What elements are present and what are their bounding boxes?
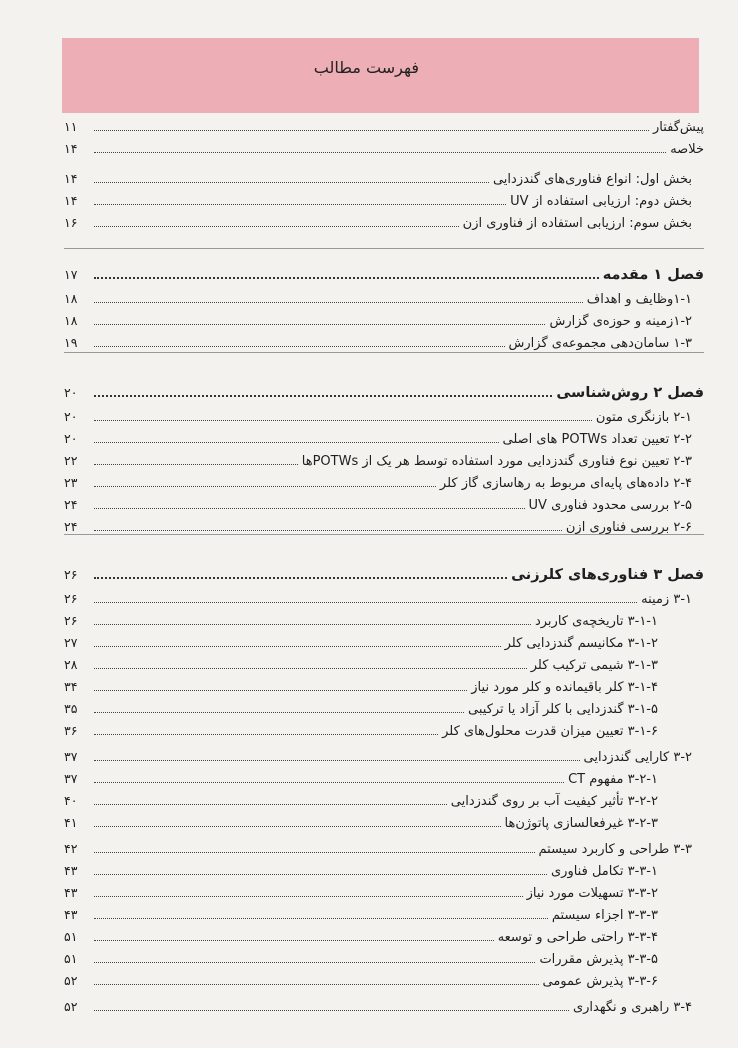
toc-entry-page: ۴۳ [64, 885, 78, 900]
toc-entry-label: ۳-۱ زمینه [641, 592, 692, 607]
toc-entry-label: ۳-۳-۵ پذیرش مقررات [539, 952, 658, 967]
toc-entry-page: ۳۴ [64, 679, 78, 694]
toc-entry-page: ۲۰ [64, 385, 78, 400]
toc-entry-label: ۲-۳ تعیین نوع فناوری گندزدایی مورد استفاده توسط هر یک از POTWsها [301, 454, 692, 469]
dot-leader [94, 203, 506, 205]
toc-entry-page: ۱۴ [64, 193, 78, 208]
toc-entry[interactable] [64, 116, 704, 138]
toc-entry-label: ۳-۱-۴ کلر باقیمانده و کلر مورد نیاز [471, 680, 658, 695]
dot-leader [94, 323, 545, 325]
toc-entry-label: ۳-۴ راهبری و نگهداری [572, 1000, 692, 1015]
toc-entry-label: ۳-۲-۲ تأثیر کیفیت آب بر روی گندزدایی [450, 794, 658, 809]
toc-entry[interactable] [64, 138, 704, 160]
toc-entry-label: ۲-۱ بازنگری متون [595, 410, 692, 425]
toc-entry[interactable] [64, 904, 704, 926]
toc-entry[interactable] [64, 676, 704, 698]
dot-leader [94, 733, 438, 735]
table-of-contents [64, 116, 704, 1018]
dot-leader [94, 781, 564, 783]
toc-entry-label: بخش دوم: ارزیابی استفاده از UV [510, 194, 692, 209]
toc-entry[interactable] [64, 812, 704, 834]
toc-entry-page: ۲۰ [64, 409, 78, 424]
dot-leader [94, 576, 507, 579]
toc-entry-label: ۳-۳ طراحی و کاربرد سیستم [538, 842, 692, 857]
dot-leader [94, 601, 637, 603]
toc-entry[interactable] [64, 720, 704, 742]
toc-entry[interactable] [64, 472, 704, 494]
toc-entry-page: ۳۷ [64, 749, 78, 764]
dot-leader [94, 394, 552, 397]
toc-entry-label: ۲-۶ بررسی فناوری ازن [565, 520, 692, 535]
toc-entry[interactable] [64, 310, 704, 332]
toc-entry-page: ۱۴ [64, 171, 78, 186]
toc-entry-label: ۳-۱-۲ مکانیسم گندزدایی کلر [504, 636, 658, 651]
dot-leader [94, 667, 527, 669]
toc-entry[interactable] [64, 494, 704, 516]
dot-leader [94, 419, 592, 421]
toc-entry-label: ۱-۱وظایف و اهداف [586, 292, 692, 307]
toc-entry-label: ۳-۱-۶ تعیین میزان قدرت محلول‌های کلر [442, 724, 658, 739]
toc-entry-page: ۲۴ [64, 497, 78, 512]
dot-leader [94, 463, 298, 465]
dot-leader [94, 485, 436, 487]
toc-entry-label: ۱-۳ سامان‌دهی مجموعه‌ی گزارش [508, 336, 692, 351]
toc-entry-page: ۲۸ [64, 657, 78, 672]
toc-entry-page: ۵۲ [64, 999, 78, 1014]
dot-leader [94, 345, 505, 347]
toc-entry-page: ۲۶ [64, 591, 78, 606]
toc-entry-page: ۳۵ [64, 701, 78, 716]
toc-entry[interactable] [64, 860, 704, 882]
toc-entry[interactable] [64, 610, 704, 632]
toc-entry-label: پیش‌گفتار [652, 120, 704, 135]
toc-entry-page: ۲۲ [64, 453, 78, 468]
toc-entry-label: ۳-۳-۱ تکامل فناوری [550, 864, 658, 879]
dot-leader [94, 623, 531, 625]
toc-entry-label: ۲-۴ داده‌های پایه‌ای مربوط به رهاسازی گاز کلر [439, 476, 692, 491]
toc-chapter-2[interactable] [64, 380, 704, 406]
dot-leader [94, 825, 501, 827]
toc-entry-page: ۱۸ [64, 291, 78, 306]
toc-entry-page: ۱۹ [64, 335, 78, 350]
toc-entry-page: ۱۶ [64, 215, 78, 230]
dot-leader [94, 689, 467, 691]
toc-chapter-1[interactable] [64, 262, 704, 288]
toc-entry-label: ۳-۲-۳ غیرفعالسازی پاتوژن‌ها [504, 816, 658, 831]
dot-leader [94, 895, 523, 897]
toc-entry[interactable] [64, 948, 704, 970]
toc-entry-label: ۳-۱-۵ گندزدایی با کلر آزاد یا ترکیبی [468, 702, 658, 717]
toc-entry-label: ۲-۲ تعیین تعداد POTWs های اصلی [502, 432, 692, 447]
toc-entry-page: ۴۱ [64, 815, 78, 830]
toc-entry[interactable] [64, 516, 704, 538]
dot-leader [94, 759, 580, 761]
toc-entry[interactable] [64, 746, 704, 768]
toc-entry-label: ۳-۳-۴ راحتی طراحی و توسعه [497, 930, 658, 945]
toc-entry[interactable] [64, 838, 704, 860]
toc-entry-page: ۴۲ [64, 841, 78, 856]
toc-entry[interactable] [64, 168, 704, 190]
dot-leader [94, 151, 666, 153]
toc-entry-page: ۵۲ [64, 973, 78, 988]
dot-leader [94, 441, 499, 443]
toc-entry[interactable] [64, 288, 704, 310]
toc-entry-page: ۲۳ [64, 475, 78, 490]
toc-entry-label: ۱-۲زمینه و حوزه‌ی گزارش [549, 314, 692, 329]
dot-leader [94, 1009, 569, 1011]
toc-entry-page: ۳۶ [64, 723, 78, 738]
dot-leader [94, 181, 489, 183]
chapter-title: فصل ۳ فناوری‌های کلرزنی [511, 567, 704, 583]
toc-entry-page: ۱۴ [64, 141, 78, 156]
toc-entry-page: ۱۷ [64, 267, 78, 282]
dot-leader [94, 983, 539, 985]
toc-entry-label: بخش سوم: ارزیابی استفاده از فناوری ازن [462, 216, 692, 231]
toc-entry-page: ۵۱ [64, 929, 78, 944]
toc-entry[interactable] [64, 926, 704, 948]
dot-leader [94, 917, 548, 919]
chapter-title: فصل ۱ مقدمه [602, 267, 704, 283]
toc-entry[interactable] [64, 790, 704, 812]
toc-entry-page: ۲۰ [64, 431, 78, 446]
toc-entry-label: ۳-۱-۳ شیمی ترکیب کلر [530, 658, 658, 673]
toc-entry[interactable] [64, 970, 704, 992]
toc-entry-page: ۲۴ [64, 519, 78, 534]
toc-entry-page: ۴۰ [64, 793, 78, 808]
toc-entry-page: ۲۷ [64, 635, 78, 650]
toc-entry[interactable] [64, 768, 704, 790]
dot-leader [94, 803, 447, 805]
toc-entry[interactable] [64, 632, 704, 654]
toc-entry-label: ۳-۲-۱ مفهوم CT [568, 772, 658, 787]
toc-entry-page: ۵۱ [64, 951, 78, 966]
page-title: فهرست مطالب [313, 58, 419, 77]
toc-entry-page: ۱۱ [64, 119, 78, 134]
toc-entry-page: ۲۶ [64, 613, 78, 628]
toc-entry[interactable] [64, 190, 704, 212]
toc-entry[interactable] [64, 654, 704, 676]
dot-leader [94, 961, 535, 963]
toc-entry[interactable] [64, 588, 704, 610]
toc-entry-page: ۱۸ [64, 313, 78, 328]
toc-entry[interactable] [64, 996, 704, 1018]
dot-leader [94, 225, 459, 227]
toc-entry[interactable] [64, 698, 704, 720]
dot-leader [94, 939, 494, 941]
toc-entry[interactable] [64, 212, 704, 234]
chapter-title: فصل ۲ روش‌شناسی [556, 385, 704, 401]
toc-entry-label: ۳-۳-۳ اجزاء سیستم [551, 908, 658, 923]
dot-leader [94, 711, 464, 713]
toc-entry[interactable] [64, 332, 704, 354]
header-banner [62, 38, 699, 113]
dot-leader [94, 129, 649, 131]
toc-chapter-3[interactable] [64, 562, 704, 588]
toc-entry[interactable] [64, 406, 704, 428]
dot-leader [94, 645, 501, 647]
toc-entry[interactable] [64, 428, 704, 450]
toc-entry-label: بخش اول: انواع فناوری‌های گندزدایی [492, 172, 692, 187]
toc-entry-page: ۲۶ [64, 567, 78, 582]
toc-entry-label: ۲-۵ بررسی محدود فناوری UV [528, 498, 692, 513]
dot-leader [94, 529, 562, 531]
toc-entry-label: ۳-۳-۶ پذیرش عمومی [542, 974, 658, 989]
dot-leader [94, 873, 547, 875]
toc-entry-label: ۳-۱-۱ تاریخچه‌ی کاربرد [534, 614, 658, 629]
toc-entry-label: ۳-۲ کارایی گندزدایی [583, 750, 692, 765]
dot-leader [94, 507, 525, 509]
toc-entry-page: ۴۳ [64, 863, 78, 878]
toc-entry-label: ۳-۳-۲ تسهیلات مورد نیاز [526, 886, 658, 901]
toc-entry-page: ۴۳ [64, 907, 78, 922]
toc-entry-label: خلاصه [670, 142, 704, 157]
dot-leader [94, 301, 583, 303]
toc-entry[interactable] [64, 450, 704, 472]
toc-entry-page: ۳۷ [64, 771, 78, 786]
dot-leader [94, 276, 599, 279]
toc-entry[interactable] [64, 882, 704, 904]
dot-leader [94, 851, 535, 853]
